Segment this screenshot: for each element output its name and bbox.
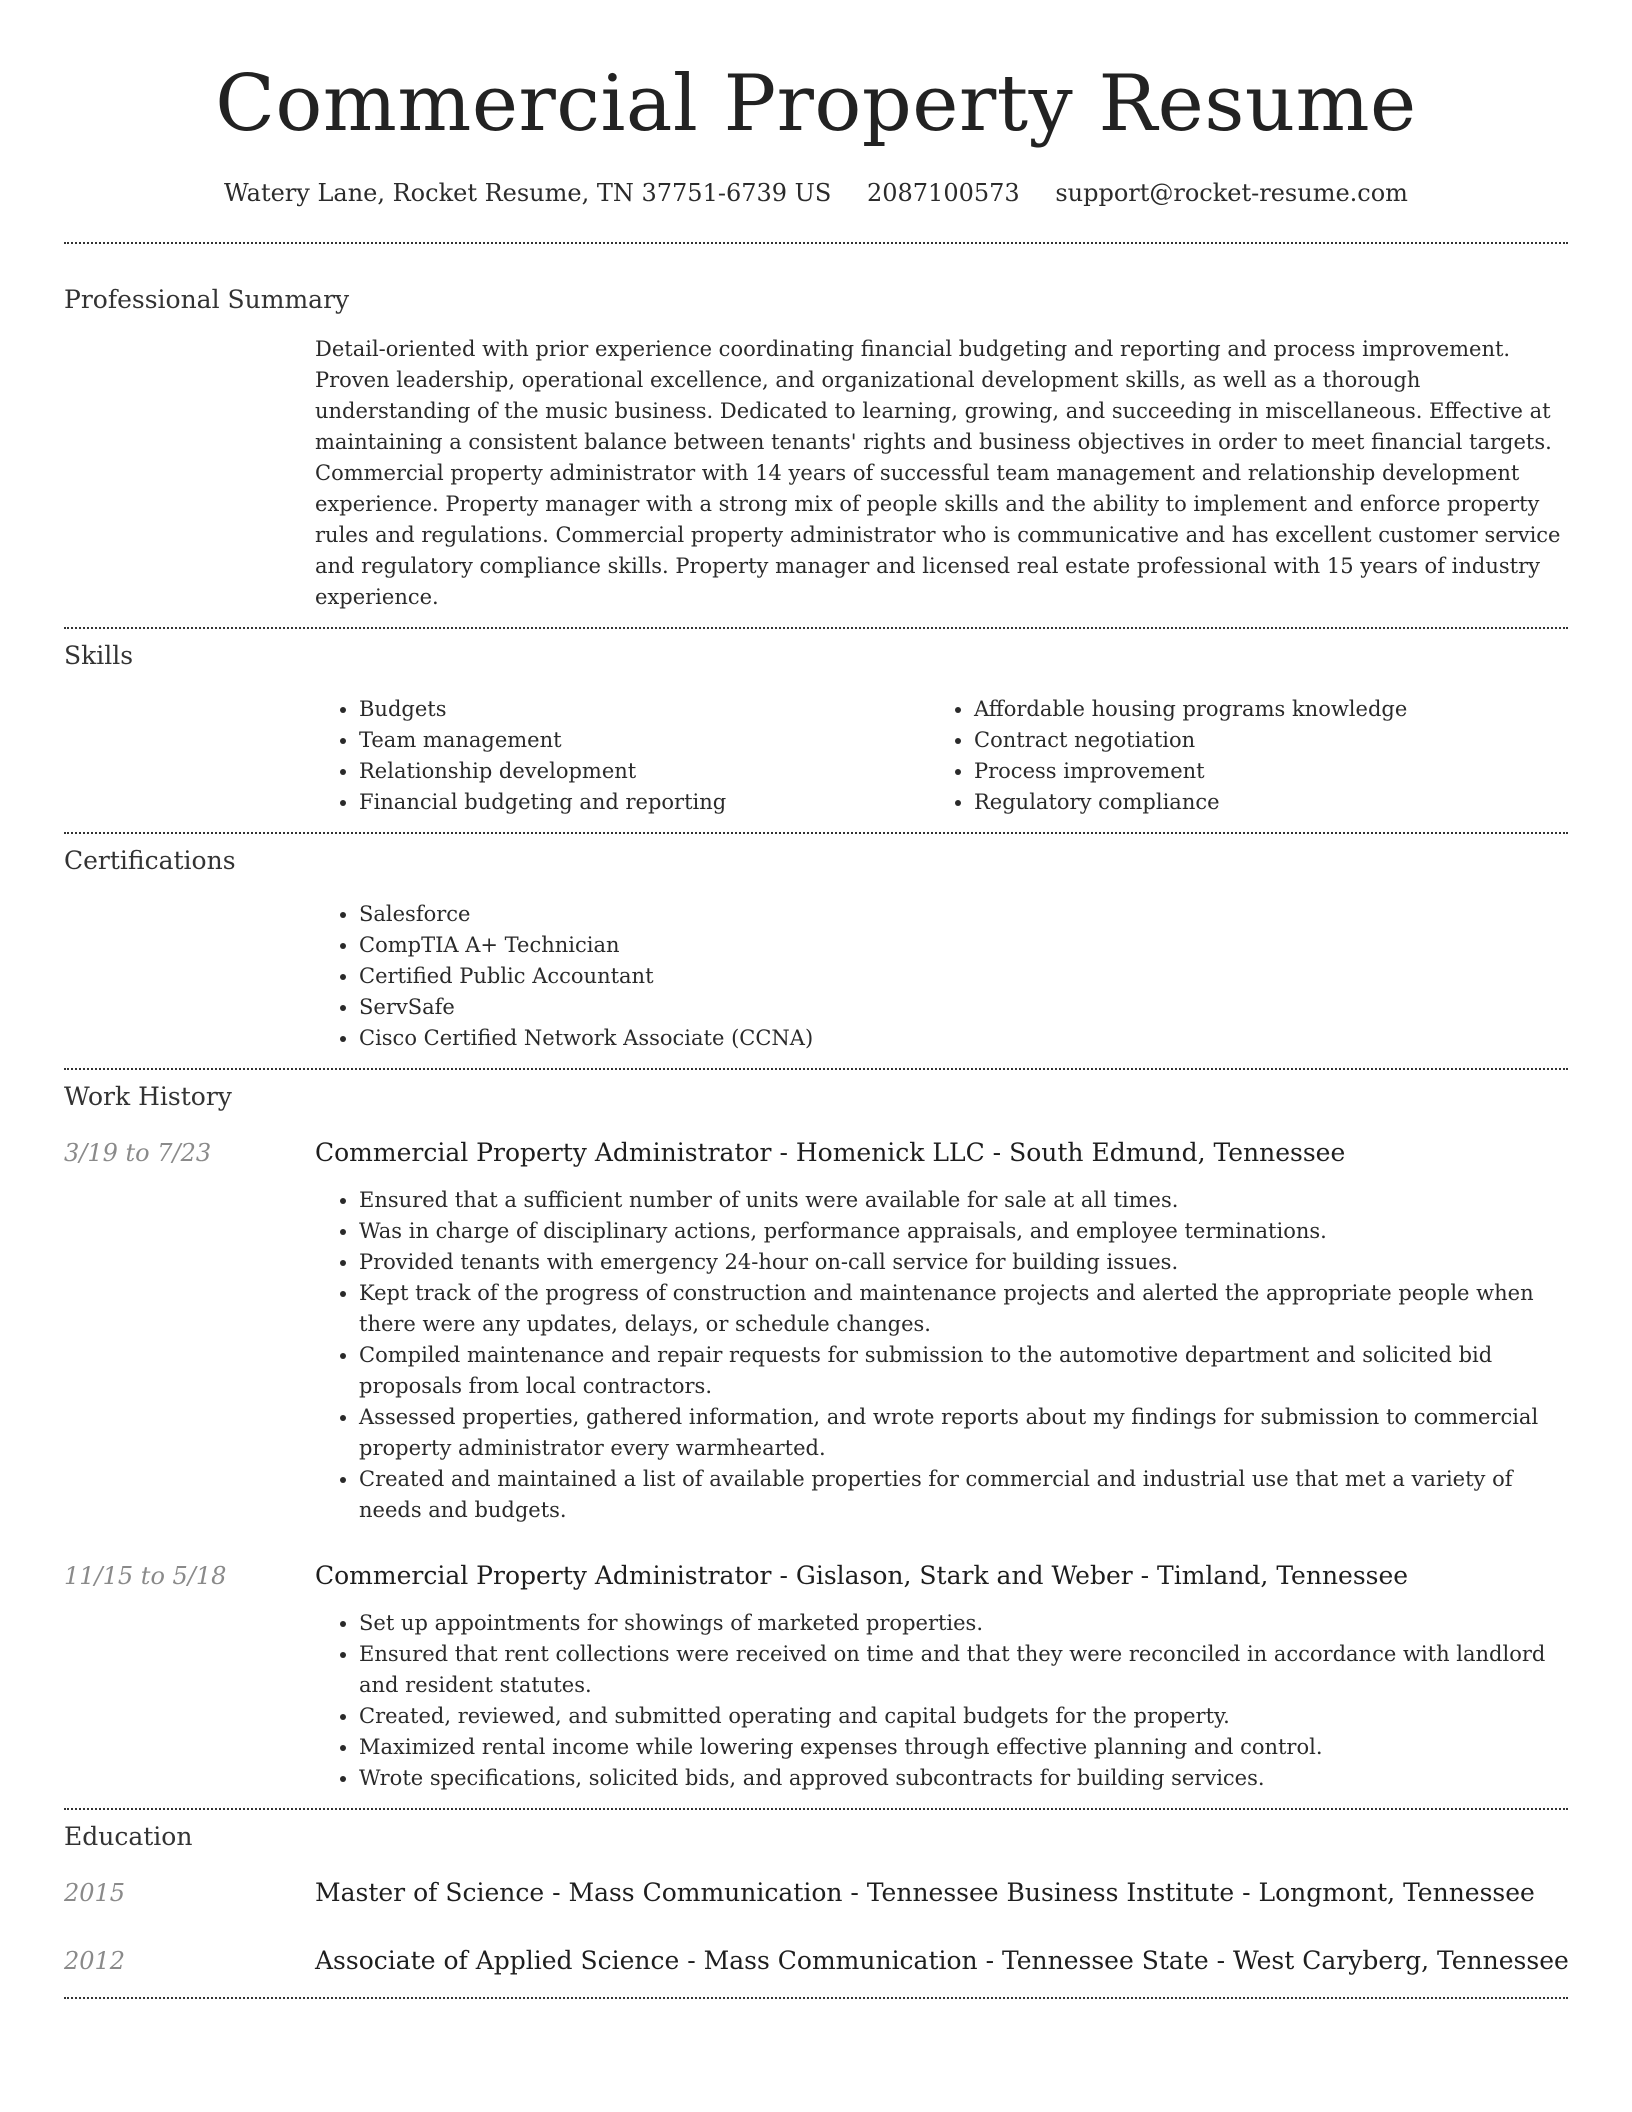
- job-bullet: • Set up appointments for showings of marketed properties.: [359, 1608, 1568, 1639]
- job-header: [64, 1137, 1568, 1169]
- resume-header: [64, 0, 1568, 208]
- certifications-section: [64, 834, 1568, 1054]
- section-title-skills: Skills: [64, 641, 134, 670]
- certification-item: • Salesforce: [359, 899, 1568, 930]
- job-bullet: • Maximized rental income while lowering expenses through effective planning and control.: [359, 1732, 1568, 1763]
- divider: [64, 1997, 1568, 1999]
- job-header: [64, 1560, 1568, 1592]
- education-degree: Master of Science - Mass Communication - Tennessee Business Institute - Longmont, Tennessee: [315, 1878, 1535, 1907]
- email: support@rocket-resume.com: [1055, 179, 1408, 207]
- address: Watery Lane, Rocket Resume, TN 37751-6739 US: [224, 179, 832, 207]
- education-section: [64, 1810, 1568, 1977]
- certification-item: • CompTIA A+ Technician: [359, 930, 1568, 961]
- certifications-list: [315, 899, 1568, 1054]
- education-entry: [64, 1945, 1568, 1977]
- job-bullet: • Kept track of the progress of construction and maintenance projects and alerted the appropriate people when there were any updates, delays, or schedule changes.: [359, 1278, 1568, 1340]
- job-bullets: [315, 1608, 1568, 1794]
- contact-line: [64, 178, 1568, 208]
- skill-item: • Team management: [359, 725, 930, 756]
- skills-list-right: [930, 694, 1545, 818]
- phone: 2087100573: [866, 179, 1020, 207]
- job-dates: 11/15 to 5/18: [64, 1562, 227, 1590]
- skill-item: • Contract negotiation: [974, 725, 1545, 756]
- section-title-summary: Professional Summary: [64, 285, 350, 314]
- job-bullets: [315, 1185, 1568, 1526]
- summary-text: Detail-oriented with prior experience coordinating financial budgeting and reporting and process improvement. Proven leadership, operational excellence, and organizational development skills, as well as a thorough understanding of the music business. Dedicated to learning, growing, and succeeding in miscellaneous. Effective at maintaining a consistent balance between tenants' rights and business objectives in order to meet financial targets. Commercial property administrator with 14 years of successful team management and relationship development experience. Property manager with a strong mix of people skills and the ability to implement and enforce property rules and regulations. Commercial property administrator who is communicative and has excellent customer service and regulatory compliance skills. Property manager and licensed real estate professional with 15 years of industry experience.: [315, 337, 1561, 609]
- work-section: [64, 1070, 1568, 1794]
- section-title-education: Education: [64, 1822, 193, 1851]
- skills-grid: [315, 694, 1568, 818]
- skills-list-left: [315, 694, 930, 818]
- skill-item: • Budgets: [359, 694, 930, 725]
- resume-name: Commercial Property Resume: [215, 59, 1417, 149]
- skills-section: [64, 629, 1568, 818]
- job-entry: [64, 1560, 1568, 1794]
- section-title-certifications: Certifications: [64, 846, 236, 875]
- job-bullet: • Wrote specifications, solicited bids, and approved subcontracts for building services.: [359, 1763, 1568, 1794]
- job-dates: 3/19 to 7/23: [64, 1139, 212, 1167]
- summary-section: [64, 244, 1568, 613]
- skill-item: • Financial budgeting and reporting: [359, 787, 930, 818]
- skill-item: • Regulatory compliance: [974, 787, 1545, 818]
- job-bullet: • Created and maintained a list of available properties for commercial and industrial use that met a variety of needs and budgets.: [359, 1464, 1568, 1526]
- job-title: Commercial Property Administrator - Gislason, Stark and Weber - Timland, Tennessee: [315, 1561, 1409, 1590]
- skill-item: • Affordable housing programs knowledge: [974, 694, 1545, 725]
- certification-item: • Cisco Certified Network Associate (CCNA): [359, 1023, 1568, 1054]
- skill-item: • Relationship development: [359, 756, 930, 787]
- education-entry: [64, 1877, 1568, 1909]
- job-bullet: • Compiled maintenance and repair requests for submission to the automotive department and solicited bid proposals from local contractors.: [359, 1340, 1568, 1402]
- job-bullet: • Created, reviewed, and submitted operating and capital budgets for the property.: [359, 1701, 1568, 1732]
- certification-item: • Certified Public Accountant: [359, 961, 1568, 992]
- job-bullet: • Ensured that a sufficient number of units were available for sale at all times.: [359, 1185, 1568, 1216]
- job-bullet: • Was in charge of disciplinary actions, performance appraisals, and employee terminations.: [359, 1216, 1568, 1247]
- certification-item: • ServSafe: [359, 992, 1568, 1023]
- education-year: 2015: [64, 1879, 126, 1907]
- job-entry: [64, 1137, 1568, 1526]
- certifications-body: [315, 899, 1568, 1054]
- section-title-work: Work History: [64, 1082, 232, 1111]
- job-bullet: • Assessed properties, gathered information, and wrote reports about my findings for submission to commercial property administrator every warmhearted.: [359, 1402, 1568, 1464]
- education-year: 2012: [64, 1947, 126, 1975]
- job-bullet: • Ensured that rent collections were received on time and that they were reconciled in accordance with landlord and resident statutes.: [359, 1639, 1568, 1701]
- job-title: Commercial Property Administrator - Homenick LLC - South Edmund, Tennessee: [315, 1138, 1346, 1167]
- job-bullet-list: [315, 1608, 1568, 1794]
- job-bullet-list: [315, 1185, 1568, 1526]
- skill-item: • Process improvement: [974, 756, 1545, 787]
- job-bullet: • Provided tenants with emergency 24-hour on-call service for building issues.: [359, 1247, 1568, 1278]
- education-degree: Associate of Applied Science - Mass Communication - Tennessee State - West Caryberg, Tennessee: [315, 1946, 1569, 1975]
